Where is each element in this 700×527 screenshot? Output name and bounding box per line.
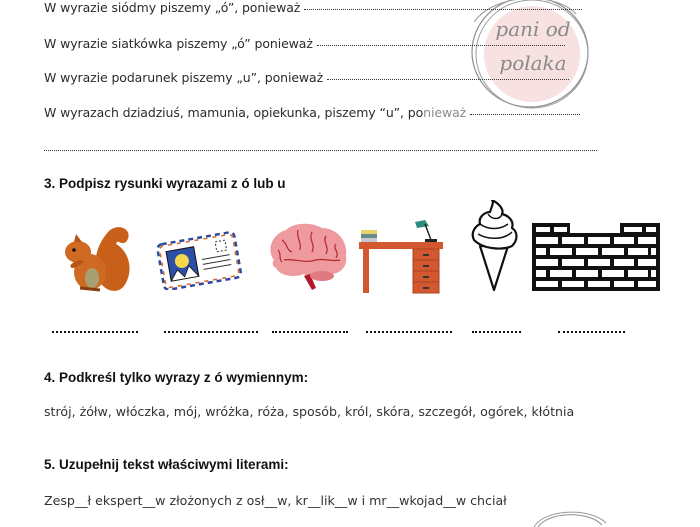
reason-text: W wyrazach dziadziuś, mamunia, opiekunka, piszemy “u”, po xyxy=(44,105,424,120)
pani-od-polaka-logo xyxy=(466,0,592,110)
logo-text-line2: polaka xyxy=(499,51,567,75)
squirrel-icon xyxy=(60,222,136,296)
reason-text-faded: nieważ xyxy=(423,105,467,120)
exercise-4-heading: 4. Podkreśl tylko wyrazy z ó wymiennym: xyxy=(44,370,309,385)
reason-line-4 xyxy=(44,105,580,120)
exercise-5-heading: 5. Uzupełnij tekst właściwymi literami: xyxy=(44,457,289,472)
reason-line-2 xyxy=(44,36,565,51)
exercise-5-fill-text[interactable]: Zesp__ł ekspert__w złożonych z osł__w, kr__lik__w i mr__wkojad__w chciał xyxy=(44,493,507,508)
reason-text: W wyrazie siatkówka piszemy „ó” ponieważ xyxy=(44,36,313,51)
reason-text: W wyrazie podarunek piszemy „u”, ponieważ xyxy=(44,70,324,85)
answer-blank-brain[interactable] xyxy=(272,331,348,333)
answer-blank[interactable] xyxy=(327,79,569,80)
postcard-icon xyxy=(156,230,242,290)
answer-blank-postcard[interactable] xyxy=(164,331,258,333)
answer-blank-squirrel[interactable] xyxy=(52,331,138,333)
reason-text: W wyrazie siódmy piszemy „ó”, ponieważ xyxy=(44,0,301,15)
brain-icon xyxy=(264,220,350,294)
answer-blank-full-line[interactable] xyxy=(44,150,597,151)
answer-blank[interactable] xyxy=(470,114,580,115)
brick-wall-icon xyxy=(530,221,662,293)
exercise-4-word-list[interactable]: strój, żółw, włóczka, mój, wróżka, róża, sposób, król, skóra, szczegół, ogórek, kłótnia xyxy=(44,404,575,419)
logo-circle-fragment-icon xyxy=(530,487,610,527)
answer-blank-desk[interactable] xyxy=(366,331,452,333)
answer-blank-ice-cream[interactable] xyxy=(472,331,521,333)
answer-blank[interactable] xyxy=(317,45,565,46)
exercise-3-heading: 3. Podpisz rysunki wyrazami z ó lub u xyxy=(44,176,286,191)
reason-line-3 xyxy=(44,70,569,85)
reason-line-1 xyxy=(44,0,582,15)
answer-blank-wall[interactable] xyxy=(558,331,625,333)
logo-text-line1: pani od xyxy=(495,17,571,41)
ice-cream-cone-icon xyxy=(468,200,522,294)
answer-blank[interactable] xyxy=(304,9,582,10)
desk-icon xyxy=(357,218,445,294)
